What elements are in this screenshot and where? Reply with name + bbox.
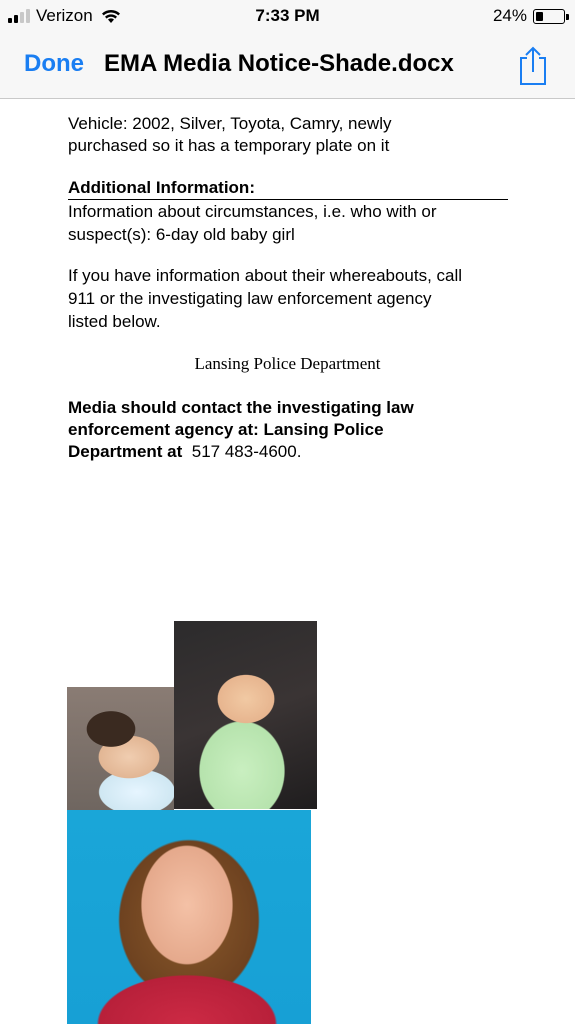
vehicle-line-1: Vehicle: 2002, Silver, Toyota, Camry, newly <box>68 114 392 133</box>
baby-photo-sleeping <box>67 687 174 810</box>
nav-bar <box>0 34 575 99</box>
status-right <box>493 6 565 26</box>
carrier-name: Verizon <box>36 6 93 25</box>
info-line-2: suspect(s): 6-day old baby girl <box>68 225 295 244</box>
agency-name: Lansing Police Department <box>194 354 381 373</box>
media-line-1: Media should contact the investigating law <box>68 398 414 417</box>
battery-percent: 24% <box>492 6 527 25</box>
document-title: EMA Media Notice-Shade.docx <box>104 50 454 77</box>
additional-info-heading: Additional Information: <box>68 178 255 197</box>
vehicle-line-2: purchased so it has a temporary plate on it <box>68 136 390 155</box>
whereabouts-line-2: 911 or the investigating law enforcement agency <box>68 289 432 308</box>
status-time: 7:33 PM <box>255 6 320 25</box>
done-button[interactable]: Done <box>24 50 84 77</box>
baby-photo-standing <box>174 621 317 809</box>
whereabouts-line-3: listed below. <box>68 312 161 331</box>
whereabouts-line-1: If you have information about their whereabouts, call <box>68 266 463 285</box>
heading-underline <box>68 199 508 200</box>
battery-icon <box>533 9 565 24</box>
media-line-3 <box>68 441 508 463</box>
info-line-1: Information about circumstances, i.e. who with or <box>68 202 437 221</box>
woman-portrait-photo <box>67 810 311 1024</box>
media-phone: 517 483-4600. <box>191 442 302 461</box>
media-line-3-bold: Department at <box>68 442 183 461</box>
status-bar <box>0 0 575 34</box>
share-icon[interactable] <box>515 44 551 88</box>
media-line-2: enforcement agency at: Lansing Police <box>68 420 384 439</box>
